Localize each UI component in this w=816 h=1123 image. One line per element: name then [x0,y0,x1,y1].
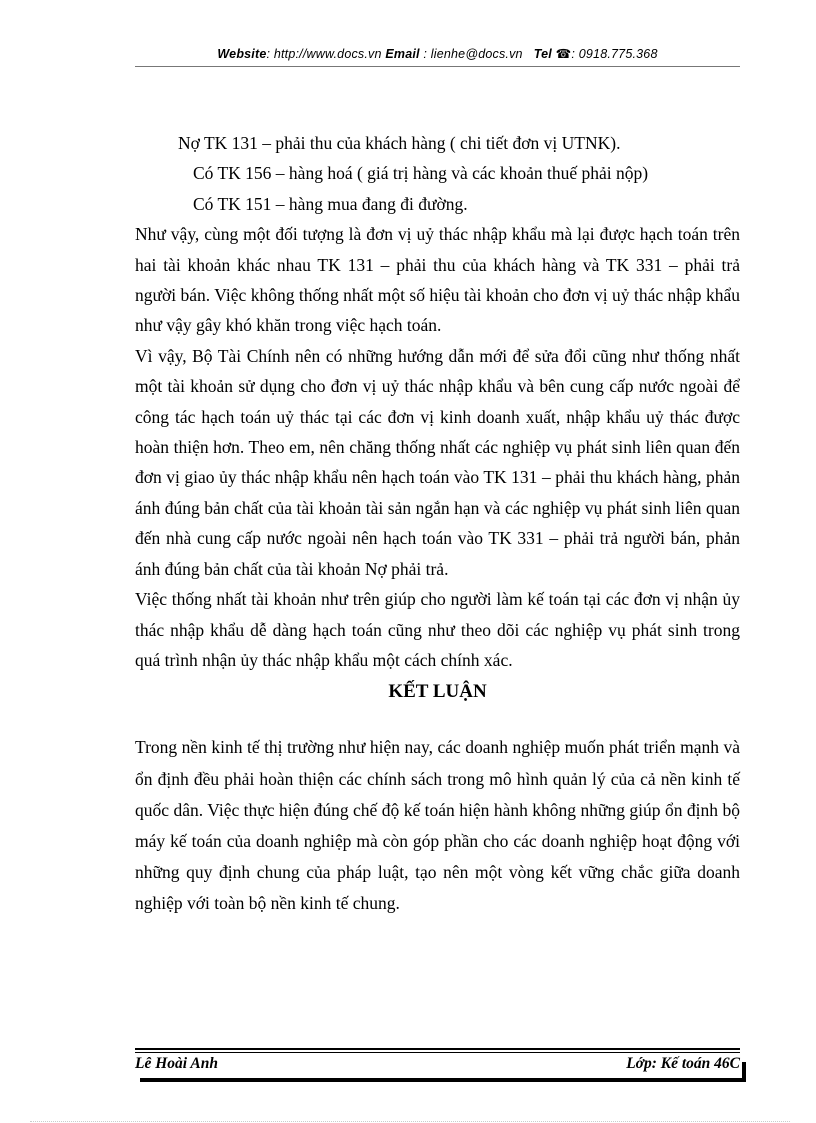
paragraph-2: Vì vậy, Bộ Tài Chính nên có những hướng dẫn mới để sửa đổi cũng như thống nhất một tài khoản sử dụng cho đơn vị uỷ thác nhập khẩu và bên cung cấp nước ngoài để công tác hạch toán uỷ thác tại các đơn vị kinh doanh xuất, nhập khẩu uỷ thác được hoàn thiện hơn. Theo em, nên chăng thống nhất các nghiệp vụ phát sinh liên quan đến đơn vị giao ủy thác nhập khẩu nên hạch toán vào TK 131 – phải thu khách hàng, phản ánh đúng bản chất của tài khoản tài sản ngắn hạn và các nghiệp vụ phát sinh liên quan đến nhà cung cấp nước ngoài nên hạch toán vào TK 331 – phải trả người bán, phản ánh đúng bản chất của tài khoản Nợ phải trả. [135,345,740,579]
page-header [135,46,740,61]
paragraph-3: Việc thống nhất tài khoản như trên giúp cho người làm kế toán tại các đơn vị nhận ủy thác nhập khẩu dễ dàng hạch toán cũng như theo dõi các nghiệp vụ phát sinh trong quá trình nhận ủy thác nhập khẩu một cách chính xác. [135,589,740,670]
conclusion-title: KẾT LUẬN [388,681,487,703]
email-value: : lienhe@docs.vn [423,47,523,61]
phone-icon: ☎ [555,47,572,61]
tel-value: : 0918.775.368 [571,47,658,61]
website-value: : http://www.docs.vn [266,47,382,61]
website-label: Website [217,47,267,61]
paragraph-1: Như vậy, cùng một đối tượng là đơn vị uỷ thác nhập khẩu mà lại được hạch toán trên hai tài khoản khác nhau TK 131 – phải thu của khách hàng và TK 331 – phải trả người bán. Việc không thống nhất một số hiệu tài khoản cho đơn vị uỷ thác nhập khẩu như vậy gây khó khăn trong việc hạch toán. [135,224,740,336]
conclusion-paragraph: Trong nền kinh tế thị trường như hiện nay, các doanh nghiệp muốn phát triển mạnh và ổn định đều phải hoàn thiện các chính sách trong mô hình quản lý của cả nền kinh tế quốc dân. Việc thực hiện đúng chế độ kế toán hiện hành không những giúp ổn định bộ máy kế toán của doanh nghiệp mà còn góp phần cho các doanh nghiệp hoạt động với những quy định chung của pháp luật, tạo nên một vòng kết vững chắc giữa doanh nghiệp với toàn bộ nền kinh tế chung. [135,737,740,914]
entry-credit-1: Có TK 156 – hàng hoá ( giá trị hàng và các khoản thuế phải nộp) [193,163,649,184]
footer-class: Lớp: Kế toán 46C [626,1055,740,1072]
page-footer [135,1055,740,1073]
tel-label: Tel [533,47,552,61]
entry-credit-2: Có TK 151 – hàng mua đang đi đường. [193,193,468,214]
footer-author: Lê Hoài Anh [135,1055,218,1072]
footer-divider-thin [135,1052,740,1053]
entry-debit: Nợ TK 131 – phải thu của khách hàng ( chi tiết đơn vị UTNK). [178,133,621,153]
page-bottom-dotted-line [30,1121,790,1122]
footer-divider-thick [135,1048,740,1050]
header-divider [135,66,740,67]
footer-shadow-bottom [140,1078,746,1082]
document-body [135,128,740,920]
email-label: Email [385,47,420,61]
